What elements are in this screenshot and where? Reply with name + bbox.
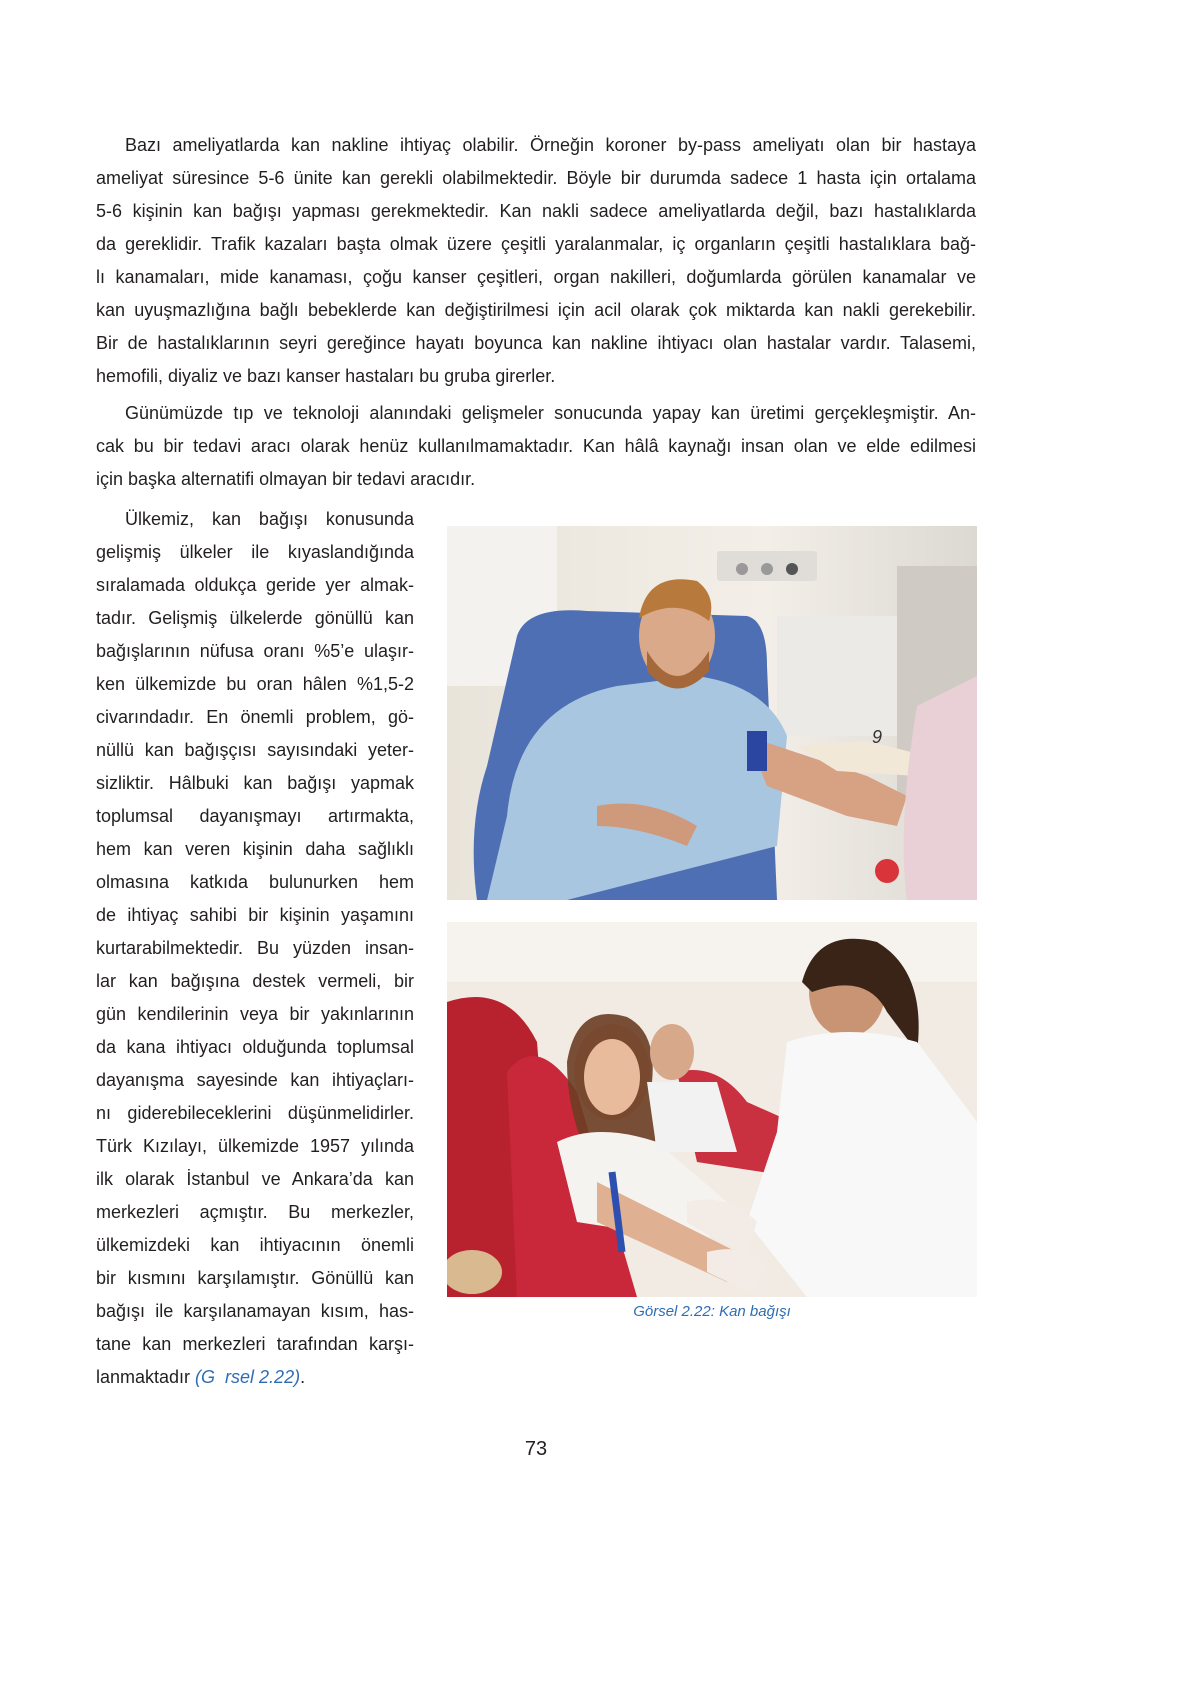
figure-caption: Görsel 2.22: Kan bağışı bbox=[633, 1303, 791, 1320]
text-line: ülkemizdeki kan ihtiyacının önemli bbox=[96, 1235, 414, 1255]
figure-reference-link[interactable]: (G rsel 2.22) bbox=[195, 1367, 301, 1387]
text-line: civarındadır. En önemli problem, gö- bbox=[96, 707, 414, 727]
text-fragment: . bbox=[300, 1367, 306, 1387]
text-line: gün kendilerinin veya bir yakınlarının bbox=[96, 1004, 414, 1024]
text-line: lar kan bağışına destek vermeli, bir bbox=[96, 971, 414, 991]
text-line: lı kanamaları, mide kanaması, çoğu kanser çeşitleri, organ nakilleri, doğumlarda görülen kanamalar ve bbox=[96, 267, 976, 287]
text-line: sizliktir. Hâlbuki kan bağışı yapmak bbox=[96, 773, 414, 793]
paragraph-1 bbox=[96, 129, 976, 393]
text-line: bağışlarının nüfusa oranı %5’e ulaşır- bbox=[96, 641, 414, 661]
text-line: gelişmiş ülkeler ile kıyaslandığında bbox=[96, 542, 414, 562]
text-line: için başka alternatifi olmayan bir tedavi aracıdır. bbox=[96, 469, 476, 489]
text-line: da kana ihtiyacı olduğunda toplumsal bbox=[96, 1037, 414, 1057]
paragraph-2 bbox=[96, 397, 976, 496]
text-line: nı giderebileceklerini düşünmelidirler. bbox=[96, 1103, 414, 1123]
text-line: Ülkemiz, kan bağışı konusunda bbox=[125, 509, 414, 529]
text-line: Günümüzde tıp ve teknoloji alanındaki gelişmeler sonucunda yapay kan üretimi gerçekleşmiştir. An- bbox=[125, 403, 976, 423]
text-line: de ihtiyaç sahibi bir kişinin yaşamını bbox=[96, 905, 414, 925]
text-line: cak bu bir tedavi aracı olarak henüz kullanılmamaktadır. Kan hâlâ kaynağı insan olan ve elde edilmesi bbox=[96, 436, 976, 456]
page-number: 73 bbox=[524, 1438, 548, 1460]
text-line: toplumsal dayanışmayı artırmakta, bbox=[96, 806, 414, 826]
text-line: ken ülkemizde bu oran hâlen %1,5-2 bbox=[96, 674, 414, 694]
text-line: kurtarabilmektedir. Bu yüzden insan- bbox=[96, 938, 414, 958]
text-line: kan uyuşmazlığına bağlı bebeklerde kan değiştirilmesi için acil olarak çok miktarda kan nakli gerekebilir. bbox=[96, 300, 976, 320]
text-line: bağışı ile karşılanamayan kısım, has- bbox=[96, 1301, 414, 1321]
text-line: Türk Kızılayı, ülkemizde 1957 yılında bbox=[96, 1136, 414, 1156]
text-line: bir kısmını karşılamıştır. Gönüllü kan bbox=[96, 1268, 414, 1288]
photo-doctor-and-donors bbox=[447, 922, 977, 1297]
text-line: ameliyat süresince 5-6 ünite kan gerekli olabilmektedir. Böyle bir durumda sadece 1 hasta için ortalama bbox=[96, 168, 976, 188]
text-line: da gereklidir. Trafik kazaları başta olmak üzere çeşitli yaralanmalar, iç organların çeşitli hastalıklara bağ- bbox=[96, 234, 976, 254]
text-line bbox=[96, 1361, 414, 1394]
text-fragment: lanmaktadır bbox=[96, 1367, 196, 1387]
text-line: hemofili, diyaliz ve bazı kanser hastaları bu gruba girerler. bbox=[96, 366, 556, 386]
text-line: tadır. Gelişmiş ülkelerde gönüllü kan bbox=[96, 608, 414, 628]
paragraph-3 bbox=[96, 503, 414, 1394]
text-line: hem kan veren kişinin daha sağlıklı bbox=[96, 839, 414, 859]
chair-number: 9 bbox=[872, 727, 883, 747]
text-line: merkezleri açmıştır. Bu merkezler, bbox=[96, 1202, 414, 1222]
text-line: dayanışma sayesinde kan ihtiyaçları- bbox=[96, 1070, 414, 1090]
photo-man-donating-blood bbox=[447, 526, 977, 900]
text-line: sıralamada oldukça geride yer almak- bbox=[96, 575, 414, 595]
text-line: Bazı ameliyatlarda kan nakline ihtiyaç olabilir. Örneğin koroner by-pass ameliyatı olan bir hastaya bbox=[125, 135, 976, 155]
text-line: olmasına katkıda bulunurken hem bbox=[96, 872, 414, 892]
text-line: tane kan merkezleri tarafından karşı- bbox=[96, 1334, 414, 1354]
text-line: 5-6 kişinin kan bağışı yapması gerekmektedir. Kan nakli sadece ameliyatlarda değil, bazı hastalıklarda bbox=[96, 201, 976, 221]
text-line: nüllü kan bağışçısı sayısındaki yeter- bbox=[96, 740, 414, 760]
text-line: Bir de hastalıklarının seyri gereğince hayatı boyunca kan nakline ihtiyacı olan hastalar vardır. Talasemi, bbox=[96, 333, 976, 353]
text-line: ilk olarak İstanbul ve Ankara’da kan bbox=[96, 1169, 414, 1189]
